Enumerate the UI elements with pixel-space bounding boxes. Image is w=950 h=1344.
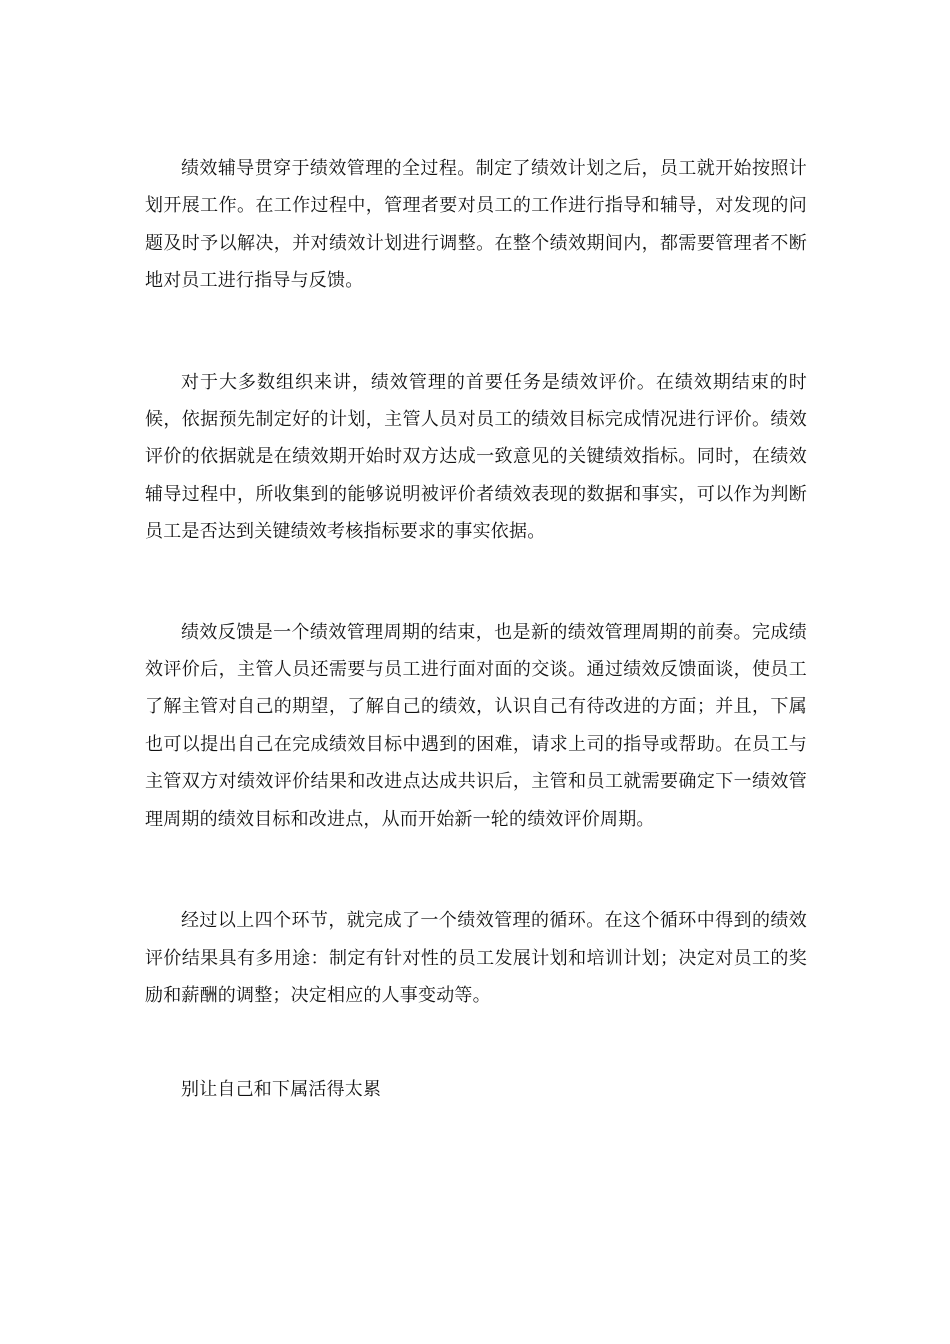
paragraph-performance-feedback: 绩效反馈是一个绩效管理周期的结束，也是新的绩效管理周期的前奏。完成绩效评价后，主管人员还需要与员工进行面对面的交谈。通过绩效反馈面谈，使员工了解主管对自己的期望，了解自己的绩效，认识自己有待改进的方面；并且，下属也可以提出自己在完成绩效目标中遇到的困难，请求上司的指导或帮助。在员工与主管双方对绩效评价结果和改进点达成共识后，主管和员工就需要确定下一绩效管理周期的绩效目标和改进点，从而开始新一轮的绩效评价周期。 (145, 621, 807, 830)
paragraph-performance-evaluation: 对于大多数组织来讲，绩效管理的首要任务是绩效评价。在绩效期结束的时候，依据预先制定好的计划，主管人员对员工的绩效目标完成情况进行评价。绩效评价的依据就是在绩效期开始时双方达成一致意见的关键绩效指标。同时，在绩效辅导过程中，所收集到的能够说明被评价者绩效表现的数据和事实，可以作为判断员工是否达到关键绩效考核指标要求的事实依据。 (145, 371, 807, 543)
paragraph-performance-coaching: 绩效辅导贯穿于绩效管理的全过程。制定了绩效计划之后，员工就开始按照计划开展工作。在工作过程中，管理者要对员工的工作进行指导和辅导，对发现的问题及时予以解决，并对绩效计划进行调整。在整个绩效期间内，都需要管理者不断地对员工进行指导与反馈。 (145, 158, 807, 292)
section-heading: 别让自己和下属活得太累 (181, 1079, 382, 1101)
paragraph-management-cycle: 经过以上四个环节，就完成了一个绩效管理的循环。在这个循环中得到的绩效评价结果具有多用途：制定有针对性的员工发展计划和培训计划；决定对员工的奖励和薪酬的调整；决定相应的人事变动等。 (145, 910, 807, 1006)
